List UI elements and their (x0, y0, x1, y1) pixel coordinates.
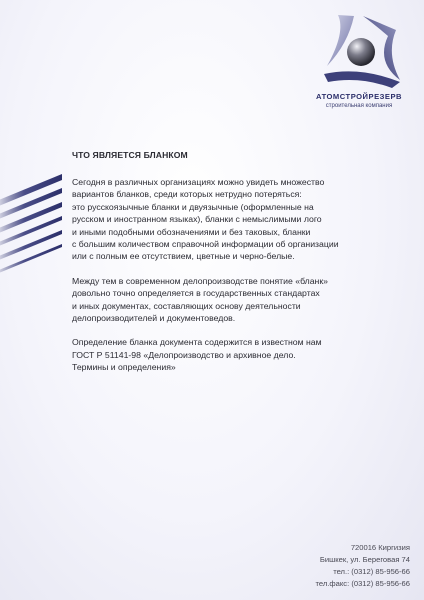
paragraph-line: ГОСТ Р 51141-98 «Делопроизводство и архивное дело. (72, 349, 296, 360)
paragraph-line: или с полным ее отсутствием, цветные и черно-белые. (72, 251, 295, 262)
fax-number: тел.факс: (0312) 85-956-66 (315, 579, 410, 588)
street-address: Бишкек, ул. Береговая 74 (319, 555, 410, 564)
paragraph-line: Термины и определения» (72, 362, 176, 373)
paragraph-line: довольно точно определяется в государственных стандартах (72, 288, 320, 299)
postal-code: 720016 Киргизия (350, 543, 410, 552)
letter-body (72, 150, 408, 386)
paragraph-line: делопроизводителей и документоведов. (72, 313, 236, 324)
paragraph-line: это русскоязычные бланки и двуязычные (оформленные на (72, 201, 314, 212)
paragraph-1 (72, 176, 408, 263)
company-logo (300, 10, 418, 120)
paragraph-2 (72, 275, 408, 325)
paragraph-line: с большим количеством справочной информации об организации (72, 239, 339, 250)
logo-emblem-icon (314, 10, 406, 90)
decorative-stripes (0, 172, 64, 282)
logo-tagline: строительная компания (325, 103, 393, 109)
paragraph-line: и иными подобными обозначениями и без таковых, бланки (72, 226, 311, 237)
logo-company-name: АТОМСТРОЙРЕЗЕРВ (315, 92, 403, 101)
paragraph-line: и иных документах, составляющих основу деятельности (72, 300, 301, 311)
document-heading: ЧТО ЯВЛЯЕТСЯ БЛАНКОМ (72, 150, 188, 160)
paragraph-line: Определение бланка документа содержится в известном нам (72, 337, 322, 348)
paragraph-line: Сегодня в различных организациях можно увидеть множество (72, 177, 325, 187)
paragraph-line: Между тем в современном делопроизводстве понятие «бланк» (72, 275, 328, 286)
contact-footer (316, 542, 410, 590)
paragraph-line: вариантов бланков, среди которых нетрудно потеряться: (72, 189, 302, 200)
phone-number: тел.: (0312) 85-956-66 (333, 567, 410, 576)
paragraph-3 (72, 336, 408, 373)
paragraph-line: русском и иностранном языках), бланки с немыслимыми лого (72, 214, 322, 225)
